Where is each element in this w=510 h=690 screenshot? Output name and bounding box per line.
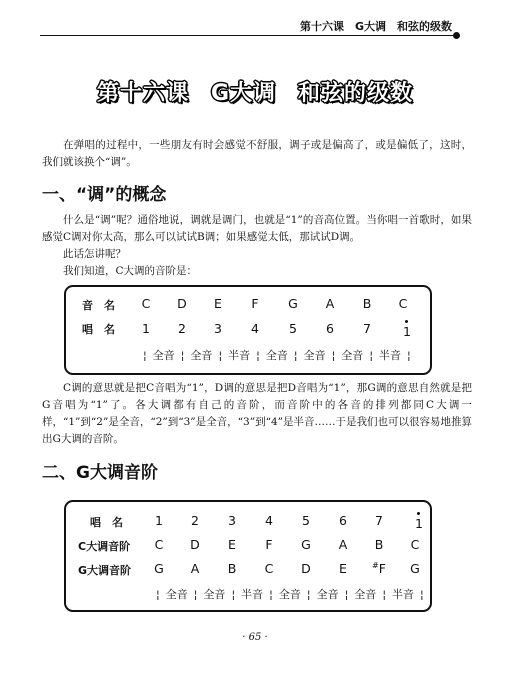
table2-g-note: G [410, 561, 420, 576]
interval: 半音 [241, 588, 264, 601]
c-major-scale-table [64, 285, 432, 375]
table2-c-note: F [265, 537, 273, 552]
table2-solfege: 7 [375, 513, 383, 528]
table2-row1-label: 唱 名 [90, 516, 123, 529]
table1-row1-label: 音 名 [82, 299, 115, 312]
table1-solfege: 6 [326, 321, 334, 336]
title-topic: 和弦的级数 [298, 81, 414, 106]
title-lesson-number: 第十六课 [96, 81, 189, 106]
section2-heading: 二、G大调音阶 [42, 463, 158, 483]
interval: 全音 [316, 588, 339, 601]
table1-solfege-high-do: 1 [403, 324, 411, 339]
interval: 半音 [228, 349, 251, 362]
header-rule [40, 35, 456, 36]
header-dot [453, 32, 460, 39]
interval: 半音 [392, 588, 415, 601]
sharp-sign: # [372, 561, 379, 570]
table1-note: G [288, 296, 298, 311]
running-header-text: 第十六课 G大调 和弦的级数 [299, 20, 452, 33]
table2-solfege: 5 [302, 513, 310, 528]
table2-solfege: 3 [228, 513, 236, 528]
interval: 全音 [278, 588, 301, 601]
table2-c-note: D [190, 537, 200, 552]
table2-c-note: G [301, 537, 311, 552]
interval: 全音 [354, 588, 377, 601]
g-major-scale-table [64, 500, 432, 612]
table1-note: E [214, 296, 222, 311]
table2-g-note: G [154, 561, 164, 576]
table2-c-note: A [338, 537, 348, 552]
section1-intro-line: 我们知道，C大调的音阶是： [63, 265, 198, 277]
section1-paragraph: 什么是“调”呢？通俗地说，调就是调门，也就是“1”的音高位置。当你唱一首歌时，如果感觉C调对你太高，那么可以试试B调；如果感觉太低，那试试D调。 [42, 214, 472, 243]
table2-g-note: D [301, 561, 311, 576]
table1-solfege: 1 [142, 321, 150, 336]
table2-c-note: C [410, 537, 420, 552]
table2-g-note-f-sharp: #F [372, 561, 386, 577]
table2-g-note: A [190, 561, 200, 576]
table1-note: F [251, 296, 259, 311]
title-key: G大调 [210, 81, 277, 106]
table1-solfege: 7 [363, 321, 371, 336]
table1-note: B [362, 296, 372, 311]
section1-heading: 一、“调”的概念 [42, 185, 167, 205]
table2-c-note: C [154, 537, 164, 552]
interval: 半音 [379, 349, 402, 362]
table2-solfege-high-do: 1 [415, 516, 423, 531]
interval: 全音 [165, 588, 188, 601]
interval: 全音 [203, 588, 226, 601]
table1-solfege: 3 [214, 321, 222, 336]
interval: 全音 [190, 349, 213, 362]
table2-interval-row: ¦ 全音 ¦ 全音 ¦ 半音 ¦ 全音 ¦ 全音 ¦ 全音 ¦ 半音 ¦ [156, 587, 424, 601]
running-header [40, 18, 460, 36]
interval: 全音 [152, 349, 175, 362]
table1-row2-label: 唱 名 [82, 323, 115, 336]
table2-row2-label: C大调音阶 [78, 540, 131, 553]
table2-solfege: 1 [155, 513, 163, 528]
table1-note: D [177, 296, 187, 311]
table1-solfege: 5 [289, 321, 297, 336]
section1-question: 此话怎讲呢？ [63, 248, 126, 260]
table2-solfege: 6 [339, 513, 347, 528]
table2-c-note: B [374, 537, 384, 552]
table2-solfege: 2 [191, 513, 199, 528]
explanation-paragraph: C调的意思就是把C音唱为“1”，D调的意思是把D音唱为“1”，那G调的意思自然就是把G音唱为“1”了。各大调都有自己的音阶，而音阶中的各音的排列都同C大调一样，“1”到“2”是全音，“2”到“3”是全音，“3”到“4”是半音……于是我们也可以很容易地推算出G大调的音阶。 [42, 382, 472, 445]
table2-c-note: E [228, 537, 236, 552]
table2-row3-label: G大调音阶 [78, 564, 132, 577]
table1-note: C [398, 296, 408, 311]
table2-solfege: 4 [265, 513, 273, 528]
table1-interval-row: ¦ 全音 ¦ 全音 ¦ 半音 ¦ 全音 ¦ 全音 ¦ 全音 ¦ 半音 ¦ [143, 348, 411, 362]
interval: 全音 [341, 349, 364, 362]
interval: 全音 [265, 349, 288, 362]
interval: 全音 [303, 349, 326, 362]
table2-g-note: B [227, 561, 237, 576]
intro-paragraph: 在弹唱的过程中，一些朋友有时会感觉不舒服，调子或是偏高了，或是偏低了，这时，我们就该换个“调”。 [42, 139, 472, 168]
lesson-title [0, 76, 510, 107]
table2-g-note: C [264, 561, 274, 576]
page-number: · 65 · [242, 632, 268, 643]
table1-note: C [141, 296, 151, 311]
table1-solfege: 2 [178, 321, 186, 336]
table1-note: A [325, 296, 335, 311]
table2-g-note: E [339, 561, 347, 576]
table1-solfege: 4 [251, 321, 259, 336]
